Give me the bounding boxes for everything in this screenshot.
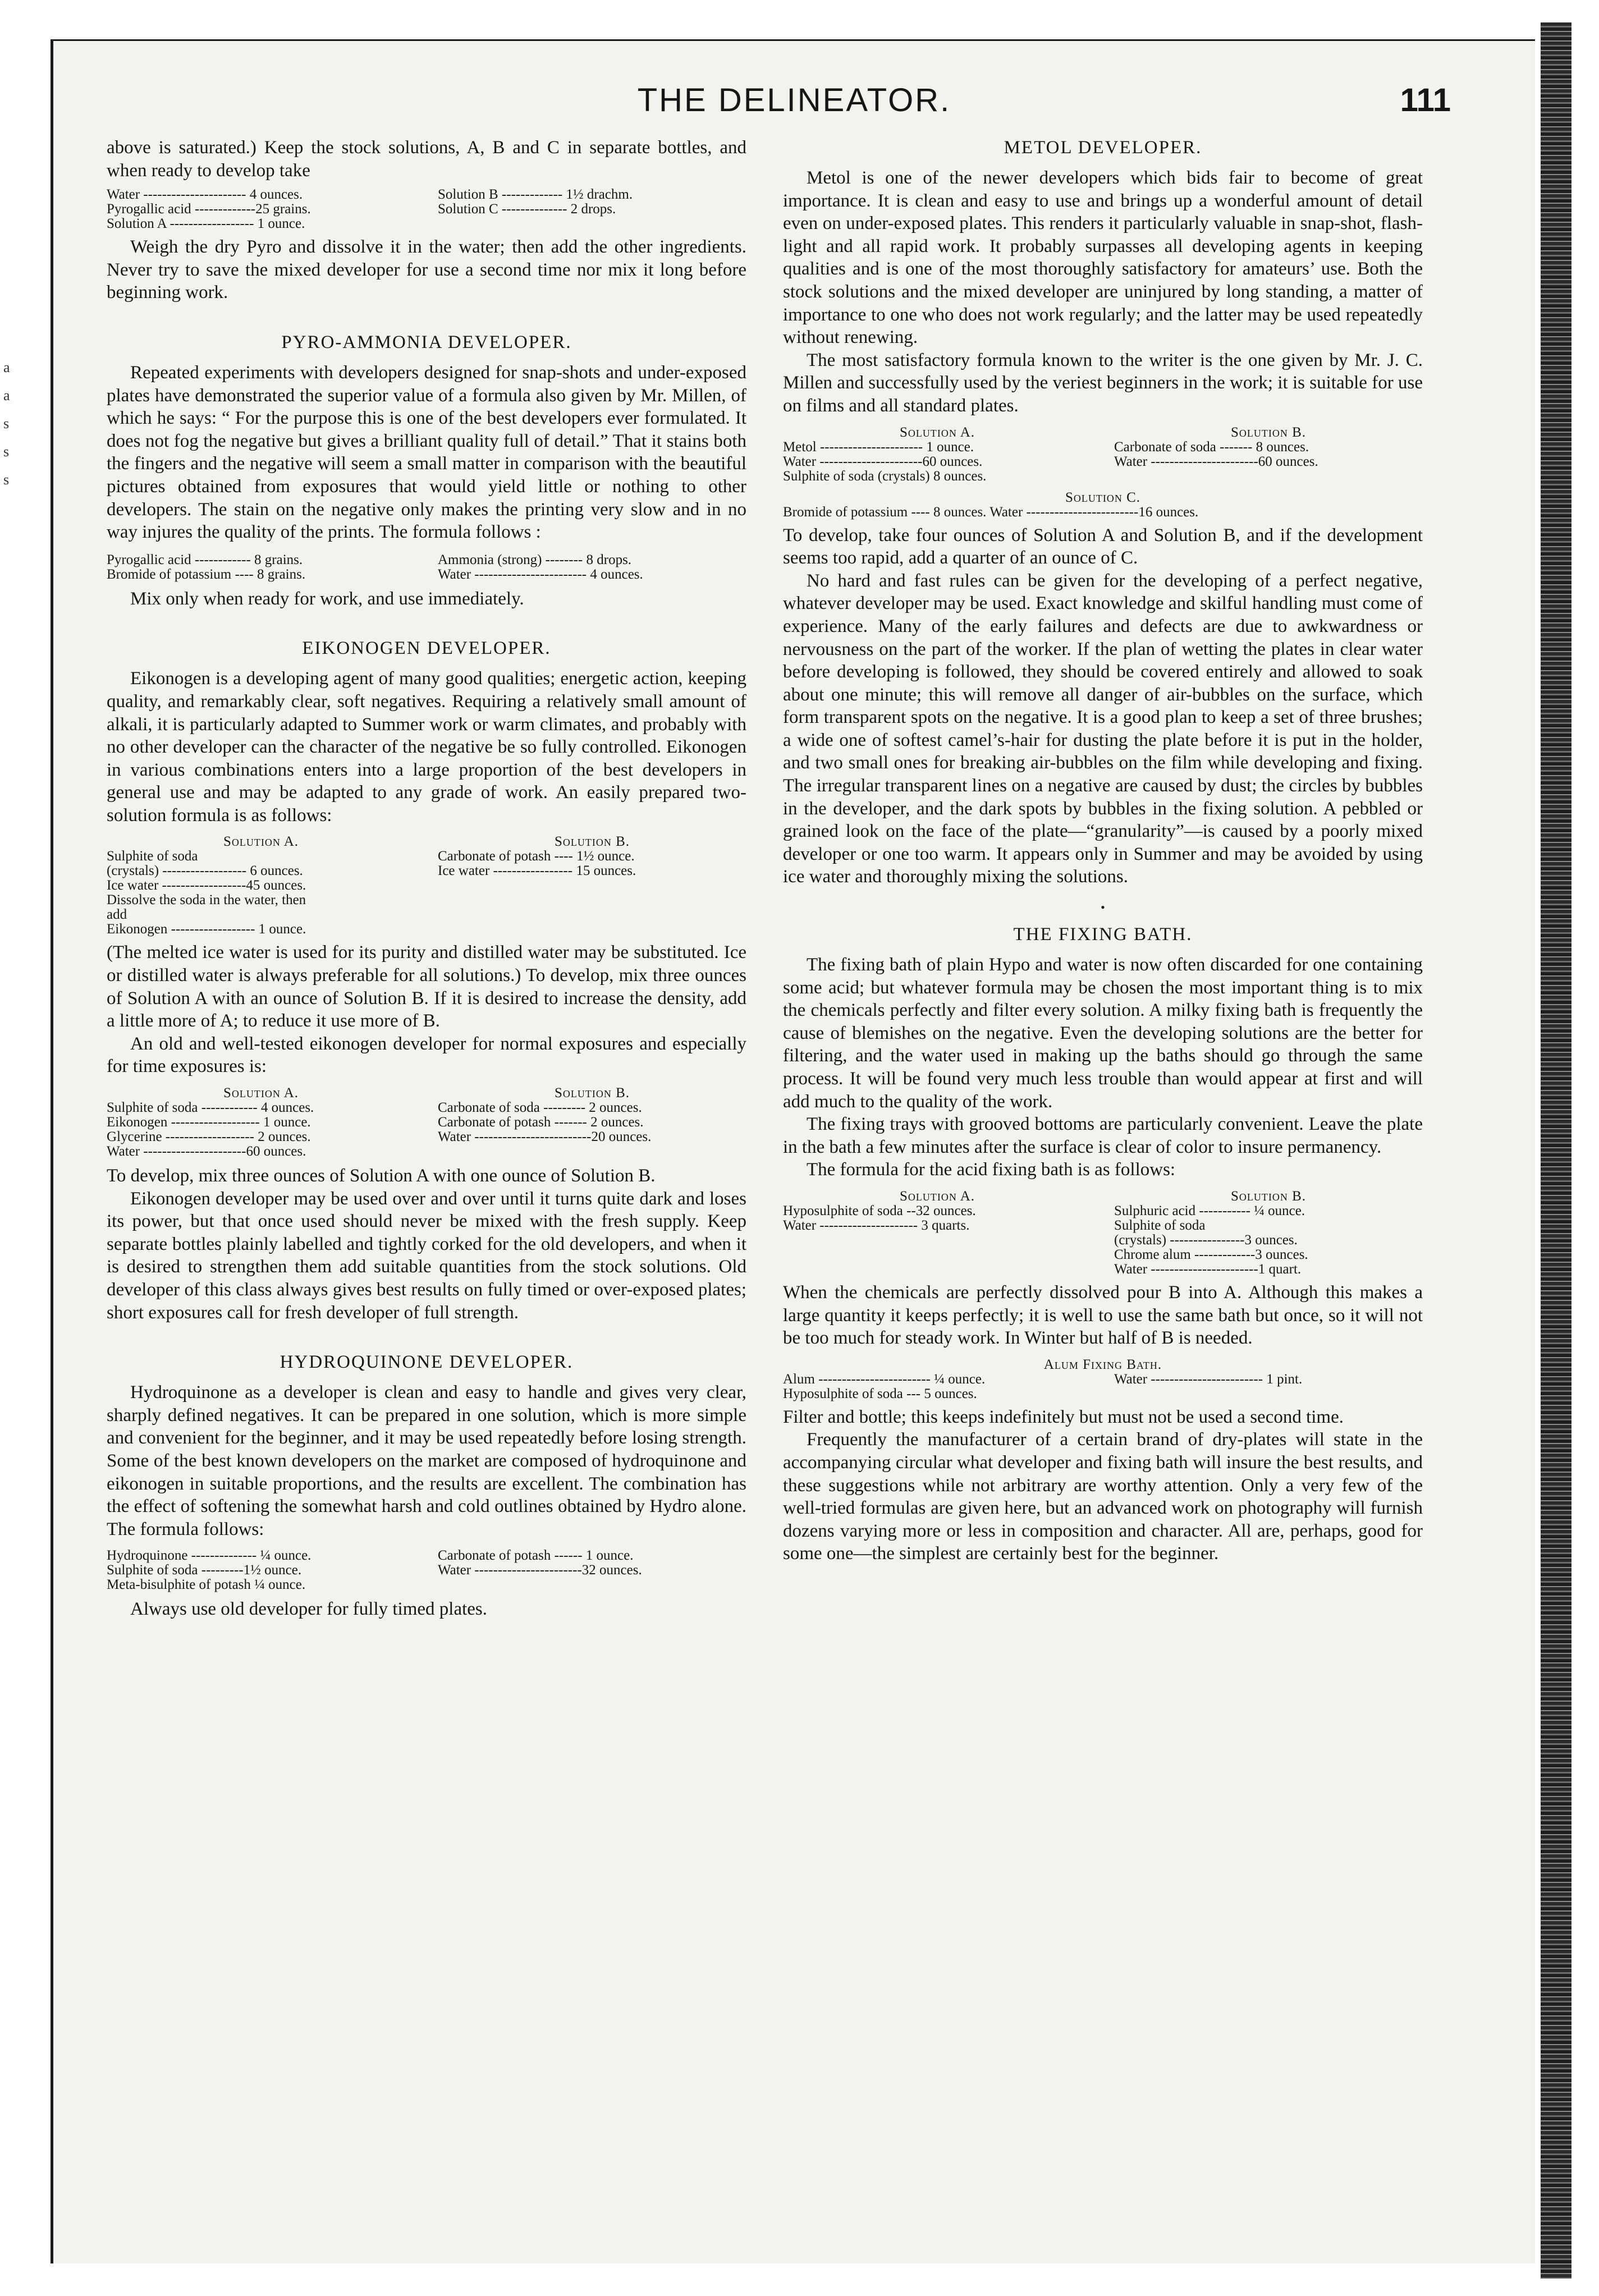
formula-line: Solution A ------------------ 1 ounce. <box>107 217 305 232</box>
solution-title: Solution C. <box>1065 489 1141 505</box>
formula-line: Sulphite of soda ---------1½ ounce. <box>107 1563 302 1578</box>
paragraph: Eikonogen is a developing agent of many good qualities; energetic action, keeping quality, and remarkably clear, soft negatives. Requiring a relatively small amount of alkali, it is particularly adapted to Summer work or warm climates, and probably with no other developer can the character of the negative be so fully controlled. Eikonogen in various combinations enters into a large proportion of the best developers in general use and may be adapted to any grade of work. An easily prepared two-solution formula is as follows: <box>107 668 746 826</box>
formula-line: Hydroquinone -------------- ¼ ounce. <box>107 1548 311 1564</box>
formula-line: Alum ------------------------ ¼ ounce. <box>783 1372 986 1387</box>
formula-line: Carbonate of potash ------- 2 ounces. <box>438 1115 644 1130</box>
paragraph: (The melted ice water is used for its purity and distilled water may be substituted. Ice or distilled water is always preferable for all solutions.) To develop, mix three ounces of Solution A with an ounce of Solution B. If it is desired to increase the density, add a little more of A; to reduce it use more of B. <box>107 942 746 1032</box>
formula-right <box>1114 425 1423 484</box>
formula-line: Pyrogallic acid ------------ 8 grains. <box>107 552 303 567</box>
margin-fragment: a <box>3 387 10 404</box>
formula-right <box>1114 1189 1423 1277</box>
formula-block <box>783 1189 1423 1277</box>
formula-line: Solution B ------------- 1½ drachm. <box>438 187 633 203</box>
formula-line: Water ----------------------60 ounces. <box>107 1144 306 1160</box>
formula-line: Pyrogallic acid -------------25 grains. <box>107 202 311 217</box>
formula-line: Hyposulphite of soda --32 ounces. <box>783 1203 976 1218</box>
paragraph: Hydroquinone as a developer is clean and easy to handle and gives very clear, sharply defined negatives. It can be prepared in one solution, which is more simple and convenient for the beginner, and it may be used repeatedly before losing strength. Some of the best known developers on the market are composed of hydroquinone and eikonogen in suitable proportions, and the results are excellent. The combination has the effect of softening the somewhat harsh and cold outlines obtained by Hydro alone. The formula follows: <box>107 1382 746 1539</box>
margin-fragment: s <box>3 415 10 432</box>
paragraph: The most satisfactory formula known to the writer is the one given by Mr. J. C. Millen and successfully used by the veriest beginners in the work; it is suitable for use on films and all standard plates. <box>783 350 1423 416</box>
margin-fragment: a <box>3 359 10 375</box>
section-heading: METOL DEVELOPER. <box>1004 138 1202 158</box>
solution-title: Solution B. <box>1230 1189 1307 1204</box>
formula-right <box>1114 1372 1423 1401</box>
formula-line: Chrome alum -------------3 ounces. <box>1114 1247 1308 1262</box>
formula-line: Water -------------------------20 ounces. <box>438 1130 652 1145</box>
section-heading: HYDROQUINONE DEVELOPER. <box>280 1352 574 1373</box>
formula-line: Bromide of potassium ---- 8 grains. <box>107 567 306 582</box>
formula-line: (crystals) ------------------ 6 ounces. <box>107 864 303 879</box>
formula-line: Eikonogen ------------------ 1 ounce. <box>107 922 306 937</box>
formula-line: Ice water ----------------- 15 ounces. <box>438 864 636 879</box>
left-margin-strip <box>0 0 49 2296</box>
formula-right <box>438 553 746 582</box>
formula-line: Carbonate of soda ------- 8 ounces. <box>1114 439 1309 455</box>
formula-line: Sulphite of soda ------------ 4 ounces. <box>107 1101 314 1116</box>
section-heading: PYRO-AMMONIA DEVELOPER. <box>281 332 572 352</box>
paragraph: Repeated experiments with developers designed for snap-shots and under-exposed plates have demonstrated the superior value of a formula also given by Mr. Millen, of which he says: “ For the purpose this is one of the best developers ever formulated. It does not fog the negative but gives a brilliant quality full of detail.” That it stains both the fingers and the negative will seem a small matter in comparison with the beautiful pictures obtained from exposures that would yield little or nothing to other developers. The stain on the negative only makes the printing very slow and in no way injures the quality of the prints. The formula follows : <box>107 362 746 543</box>
divider-dot: • <box>1101 900 1105 915</box>
formula-line: Ammonia (strong) -------- 8 drops. <box>438 552 632 567</box>
formula-right <box>438 835 746 937</box>
formula-right <box>438 1548 746 1592</box>
formula-left <box>107 187 415 231</box>
formula-right <box>438 1086 746 1159</box>
document-page <box>51 39 1535 2263</box>
paragraph: Weigh the dry Pyro and dissolve it in the water; then add the other ingredients. Never try to save the mixed developer for use a second time nor mix it long before beginning work. <box>107 237 746 303</box>
formula-line: Sulphite of soda <box>1114 1218 1206 1233</box>
paragraph: No hard and fast rules can be given for the developing of a perfect negative, whatever developer may be used. Exact knowledge and skilful handling must come of experience. Many of the early failures and defects are due to awkwardness or nervousness on the part of the worker. If the plan of wetting the plates in clear water before developing is followed, they should be covered entirely and allowed to soak about one minute; this will remove all danger of air-bubbles on the surface, which form transparent spots on the negative. It is a good plan to keep a set of three brushes; a wide one of softest camel’s-hair for dusting the plate before it is put in the holder, and two small ones for breaking air-bubbles on the film while developing and fixing. The irregular transparent lines on a negative are caused by dust; the circles by bubbles in the developer, and the dark spots by bubbles in the fixing solution. A pebbled or grained look on the face of the plate—“granularity”—is caused by a poorly mixed developer or one too warm. It appears only in Summer and may be avoided by using ice water and thoroughly mixing the solutions. <box>783 570 1423 887</box>
paragraph: above is saturated.) Keep the stock solutions, A, B and C in separate bottles, and when ready to develop take <box>107 138 746 181</box>
formula-line: Carbonate of potash ---- 1½ ounce. <box>438 849 635 864</box>
paragraph: An old and well-tested eikonogen developer for normal exposures and especially for time exposures is: <box>107 1033 746 1077</box>
formula-line: Solution C -------------- 2 drops. <box>438 202 616 217</box>
formula-block <box>107 187 746 231</box>
formula-line: Water ------------------------ 1 pint. <box>1114 1372 1303 1387</box>
paragraph: The fixing trays with grooved bottoms are particularly convenient. Leave the plate in the bath a few minutes after the surface is clear of color to insure permanency. <box>783 1114 1423 1157</box>
formula-block <box>107 1086 746 1159</box>
formula-line: Water ------------------------ 4 ounces. <box>438 567 643 582</box>
paragraph: To develop, take four ounces of Solution A and Solution B, and if the development seems too rapid, add a quarter of an ounce of C. <box>783 525 1423 569</box>
solution-title: Solution A. <box>223 835 299 850</box>
formula-left <box>107 1086 415 1159</box>
formula-right <box>438 187 746 231</box>
formula-line: Water ---------------------- 4 ounces. <box>107 187 303 203</box>
paragraph: Filter and bottle; this keeps indefinitely but must not be used a second time. <box>783 1406 1344 1427</box>
section-heading: EIKONOGEN DEVELOPER. <box>302 638 551 659</box>
paragraph: Always use old developer for fully timed plates. <box>130 1599 488 1620</box>
formula-line: Water --------------------- 3 quarts. <box>783 1218 970 1233</box>
formula-line: Eikonogen ------------------- 1 ounce. <box>107 1115 311 1130</box>
formula-line: Carbonate of potash ------ 1 ounce. <box>438 1548 634 1564</box>
paragraph: Frequently the manufacturer of a certain brand of dry-plates will state in the accompanying circular what developer and fixing bath will insure the best results, and these suggestions while not arbitrary are worthy attention. Only a very few of the well-tried formulas are given here, but an advanced work on photography will furnish dozens varying more or less in composition and character. All are, perhaps, good for some one—the simplest are certainly best for the beginner. <box>783 1429 1423 1564</box>
paragraph: The fixing bath of plain Hypo and water is now often discarded for one containing some acid; but whatever formula may be chosen the most important thing is to mix the chemicals perfectly and filter every solution. A milky fixing bath is frequently the cause of blemishes on the negative. Even the developing solutions are the better for filtering, and the water used in making up the baths should go through the same process. It will be found very much less trouble than would appear at first and will add much to the quality of the work. <box>783 955 1423 1112</box>
formula-line: (crystals) ----------------3 ounces. <box>1114 1232 1298 1248</box>
paragraph: The formula for the acid fixing bath is as follows: <box>807 1160 1176 1180</box>
formula-line: Meta-bisulphite of potash ¼ ounce. <box>107 1578 306 1593</box>
formula-block <box>107 1548 746 1592</box>
solution-title: Solution A. <box>899 425 975 440</box>
page-number: 111 <box>1400 82 1451 118</box>
formula-line: add <box>107 908 127 923</box>
formula-line: Sulphuric acid ----------- ¼ ounce. <box>1114 1203 1305 1218</box>
paragraph: When the chemicals are perfectly dissolved pour B into A. Although this makes a large quantity it keeps perfectly; it is well to use the same bath but once, so it will not be too much for steady work. In Winter but half of B is needed. <box>783 1282 1423 1349</box>
right-column <box>783 136 1423 1565</box>
formula-block <box>107 553 746 582</box>
book-spine-edge <box>1541 22 1571 2279</box>
formula-line: Glycerine ------------------- 2 ounces. <box>107 1130 311 1145</box>
solution-title: Solution B. <box>554 1086 630 1101</box>
formula-line: Metol ---------------------- 1 ounce. <box>783 439 974 455</box>
formula-line: Water -----------------------60 ounces. <box>1114 454 1318 469</box>
left-column <box>107 136 746 1621</box>
formula-left <box>783 1189 1092 1277</box>
running-header: THE DELINEATOR. <box>637 82 951 118</box>
formula-line: Ice water ------------------45 ounces. <box>107 878 306 893</box>
paragraph: Mix only when ready for work, and use immediately. <box>130 588 524 609</box>
paragraph: Metol is one of the newer developers which bids fair to become of great importance. It is clean and easy to use and brings up a wonderful amount of detail even on under-exposed plates. This renders it particularly valuable in snap-shot, flash-light and all rapid work. It probably surpasses all developing agents in keeping qualities and is one of the most thoroughly satisfactory for amateurs’ use. Both the stock solutions and the mixed developer are uninjured by long standing, a matter of importance to one who does not work regularly; and the latter may be used repeatedly without renewing. <box>783 168 1423 348</box>
solution-title: Solution B. <box>554 835 630 850</box>
solution-title: Solution B. <box>1230 425 1307 440</box>
formula-left <box>107 835 415 937</box>
formula-block <box>783 425 1423 520</box>
formula-left <box>783 1372 1092 1401</box>
paragraph: To develop, mix three ounces of Solution A with one ounce of Solution B. <box>107 1166 656 1186</box>
formula-left <box>783 425 1092 484</box>
formula-line: Carbonate of soda --------- 2 ounces. <box>438 1101 642 1116</box>
formula-left <box>107 1548 415 1592</box>
formula-line: Water -----------------------32 ounces. <box>438 1563 642 1578</box>
margin-fragment: s <box>3 443 10 460</box>
solution-title: Solution A. <box>223 1086 299 1101</box>
formula-line: Sulphite of soda (crystals) 8 ounces. <box>783 469 987 484</box>
margin-fragment: s <box>3 471 10 488</box>
paragraph: Eikonogen developer may be used over and over until it turns quite dark and loses its power, but that once used should never be mixed with the fresh supply. Keep separate bottles plainly labelled and tightly corked for the old developers, and when it is desired to strengthen them add suitable quantities from the stock solutions. Old developer of this class always gives best results on fully timed or over-exposed plates; short exposures call for fresh developer of full strength. <box>107 1188 746 1323</box>
solution-title: Alum Fixing Bath. <box>1043 1356 1162 1372</box>
formula-line: Dissolve the soda in the water, then <box>107 893 306 908</box>
formula-block <box>783 1358 1423 1401</box>
formula-line: Bromide of potassium ---- 8 ounces. Water ------------------------16 ounces. <box>783 504 1199 520</box>
formula-line: Water ----------------------60 ounces. <box>783 454 983 469</box>
formula-block <box>107 835 746 937</box>
formula-line: Hyposulphite of soda --- 5 ounces. <box>783 1386 977 1401</box>
formula-left <box>107 553 415 582</box>
formula-line: Water -----------------------1 quart. <box>1114 1262 1302 1277</box>
solution-title: Solution A. <box>899 1189 975 1204</box>
formula-line: Sulphite of soda <box>107 849 198 864</box>
section-heading: THE FIXING BATH. <box>1013 924 1193 945</box>
